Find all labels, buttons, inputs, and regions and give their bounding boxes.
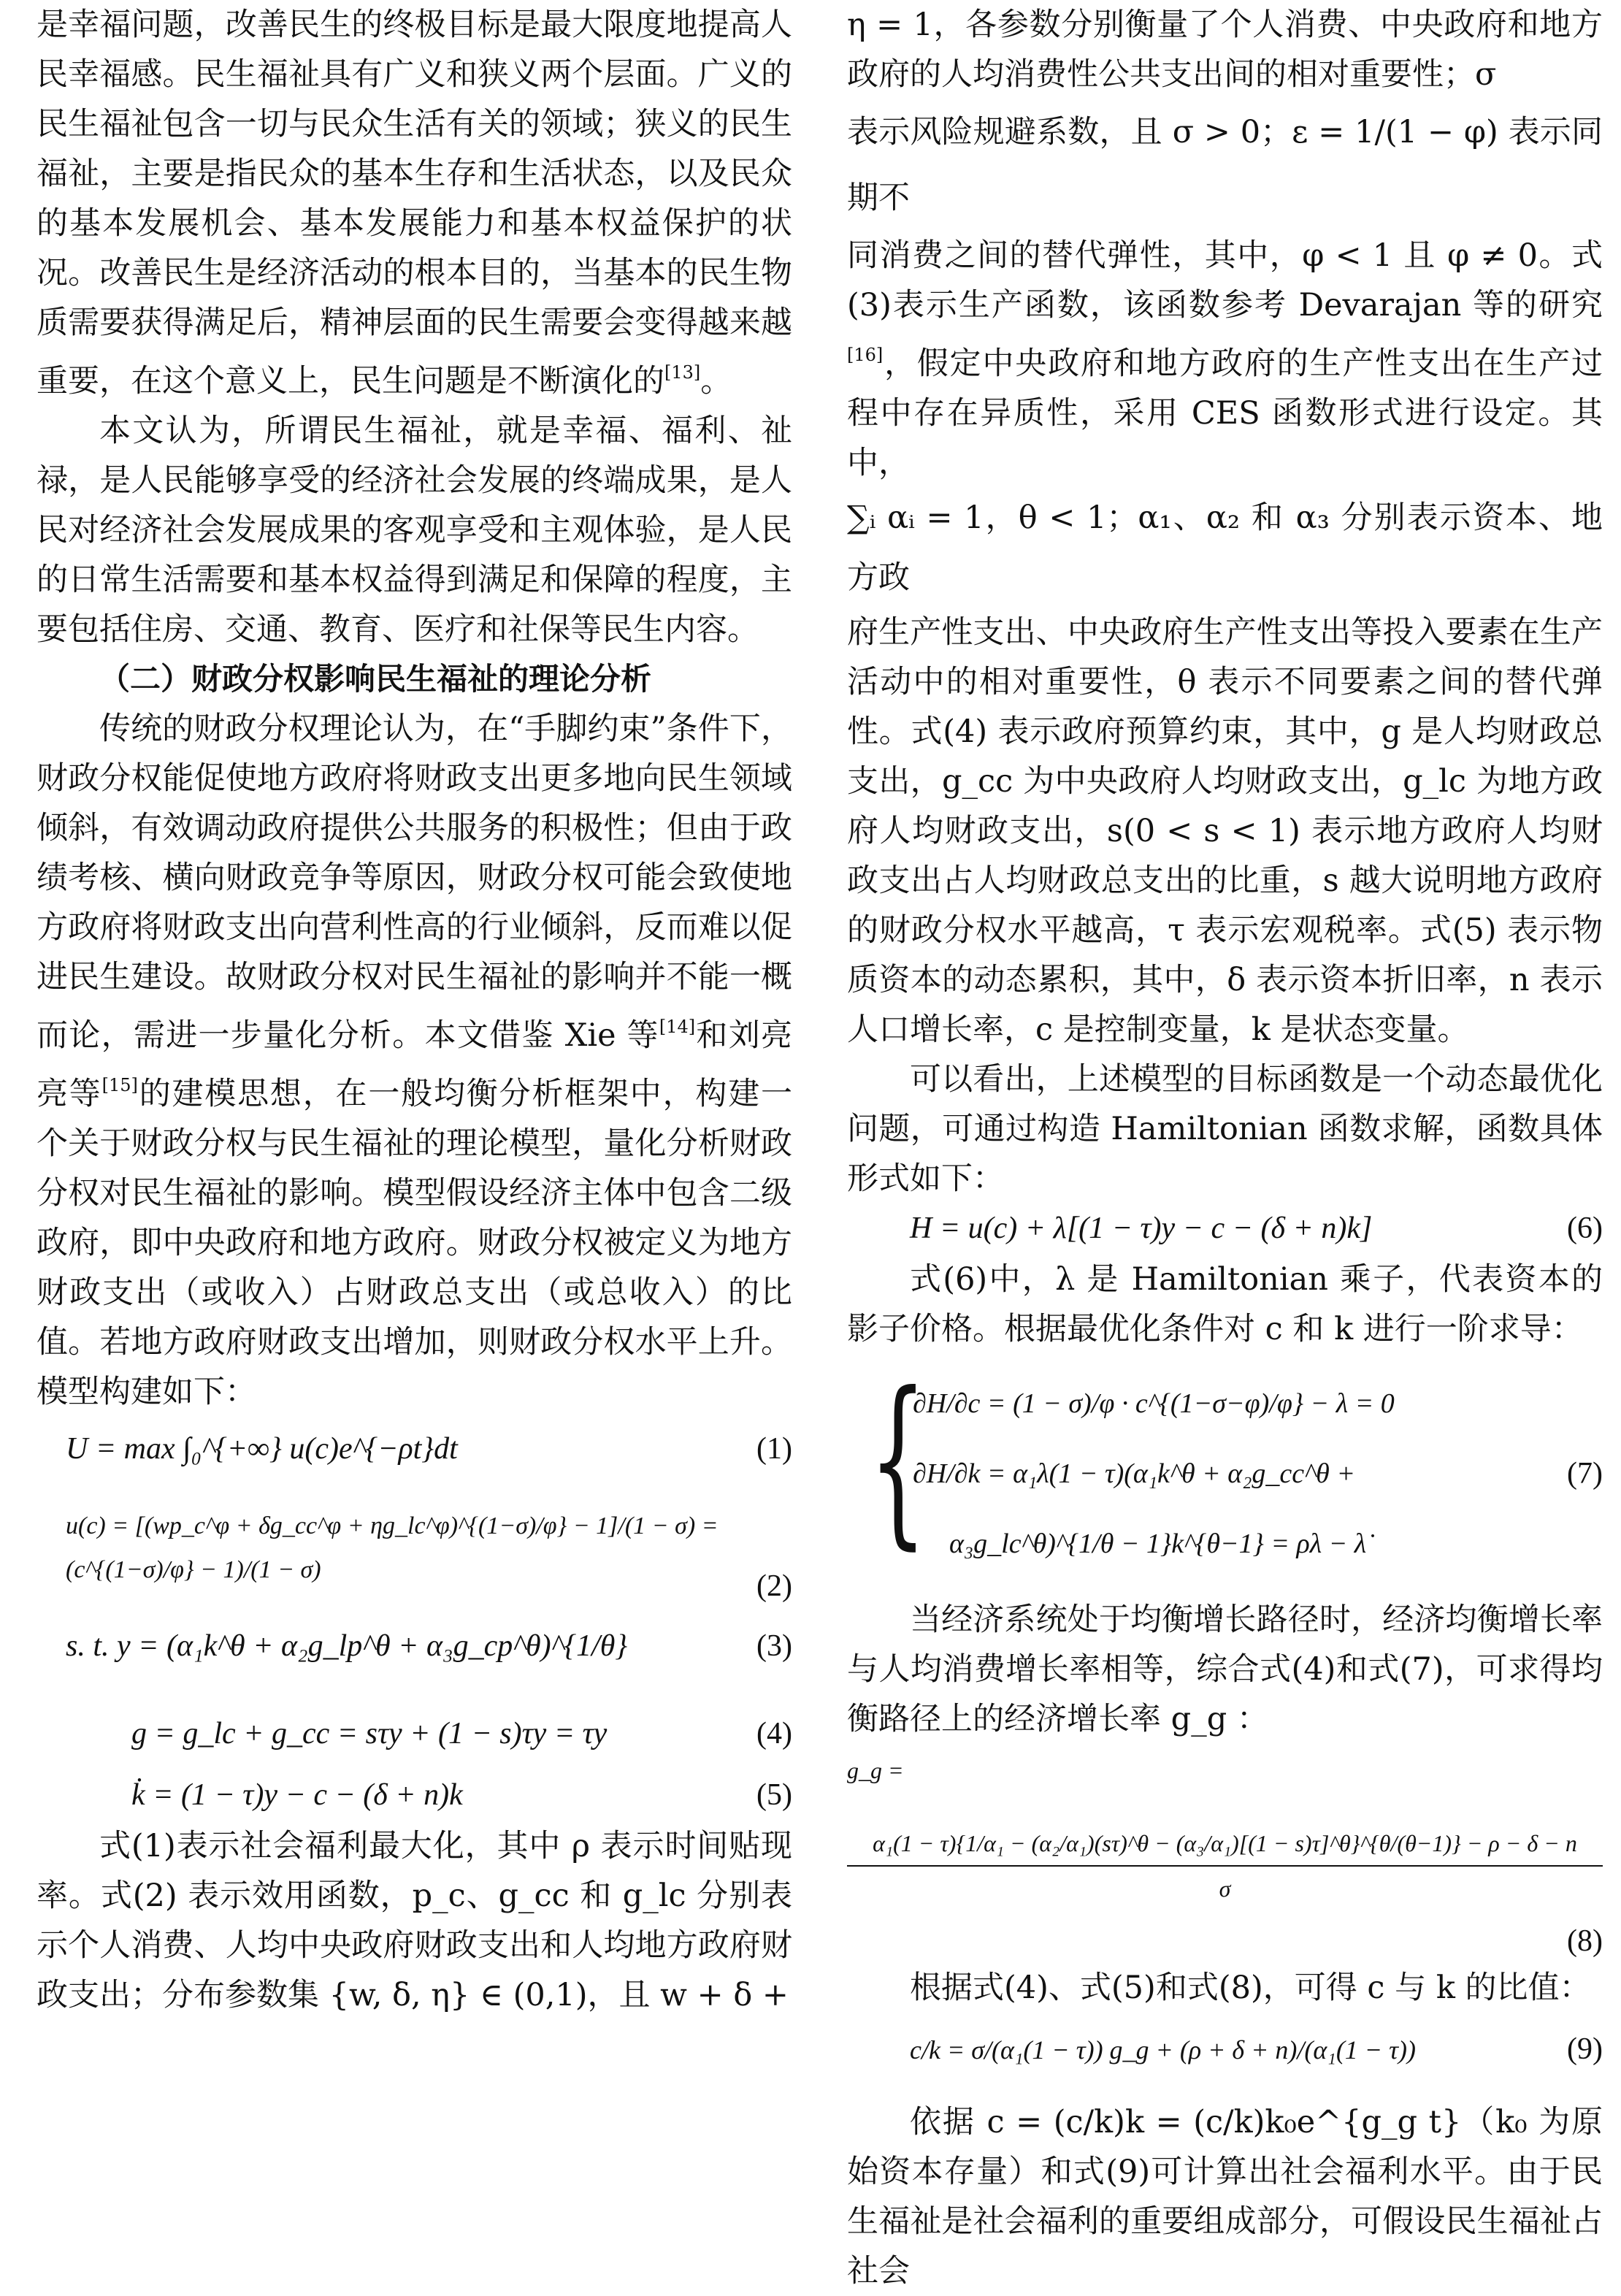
paragraph-6: 可以看出，上述模型的目标函数是一个动态最优化问题，可通过构造 Hamiltonian 函数求解，函数具体形式如下： — [847, 1061, 1603, 1197]
equation-2 — [37, 1497, 792, 1614]
paragraph-5a: η = 1，各参数分别衡量了个人消费、中央政府和地方政府的人均消费性公共支出间的相对重要性；σ — [847, 7, 1603, 93]
right-column — [847, 0, 1603, 2296]
equation-4-body: g = g_lc + g_cc = sτy + (1 − s)τy = τy — [131, 1717, 608, 1750]
citation-15: [15] — [101, 1075, 138, 1095]
paragraph-5c — [847, 231, 1603, 488]
section-heading: （二）财政分权影响民生福祉的理论分析 — [99, 661, 652, 697]
equation-7c: α₃g_lc^θ)^{1/θ − 1}k^{θ−1} = ρλ − λ̇ — [949, 1528, 1367, 1559]
equation-7 — [847, 1354, 1603, 1595]
equation-5-body: k̇ = (1 − τ)y − c − (δ + n)k — [131, 1778, 463, 1812]
equation-3 — [37, 1614, 792, 1702]
equation-7-number: (7) — [1567, 1457, 1603, 1491]
equation-4 — [37, 1702, 792, 1767]
paragraph-3b: 和刘亮亮等 — [37, 1017, 793, 1112]
equation-2-number: (2) — [756, 1569, 792, 1603]
equation-9-number: (9) — [1567, 2032, 1603, 2066]
paragraph-10: 依据 c = (c/k)k = (c/k)k₀e^{g_g t}（k₀ 为原始资本存量）和式(9)可计算出社会福利水平。由于民生福祉是社会福利的重要组成部分，可假设民生福祉占社会 — [847, 2104, 1603, 2289]
equation-7b: ∂H/∂k = α₁λ(1 − τ)(α₁k^θ + α₂g_cc^θ + — [913, 1458, 1355, 1489]
equation-6 — [847, 1204, 1603, 1255]
equation-5-number: (5) — [756, 1778, 792, 1812]
equation-4-number: (4) — [756, 1717, 792, 1750]
paragraph-1-end: 。 — [700, 363, 732, 399]
equation-7-brace: { — [869, 1353, 927, 1566]
paragraph-5d: ，假定中央政府和地方政府的生产性支出在生产过程中存在异质性，采用 CES 函数形式进行设定。其中， — [847, 345, 1603, 481]
equation-1 — [37, 1417, 792, 1497]
equation-3-body: s. t. y = (α₁k^θ + α₂g_lp^θ + α₃g_cp^θ)^{1/θ} — [66, 1629, 628, 1663]
paragraph-9: 根据式(4)、式(5)和式(8)，可得 c 与 k 的比值： — [910, 1970, 1591, 2006]
paragraph-2: 本文认为，所谓民生福祉，就是幸福、福利、祉禄，是人民能够享受的经济社会发展的终端成果，是人民对经济社会发展成果的客观享受和主观体验，是人民的日常生活需要和基本权益得到满足和保障的程度，主要包括住房、交通、教育、医疗和社保等民生内容。 — [37, 413, 792, 648]
equation-3-number: (3) — [756, 1629, 792, 1663]
equation-8-numerator: α₁(1 − τ){1/α₁ − (α₂/α₁)(sτ)^θ − (α₃/α₁)[(1 − s)τ]^θ}^{θ/(θ−1)} − ρ − δ − n — [847, 1821, 1603, 1867]
equation-5 — [37, 1767, 792, 1821]
paragraph-5f: 府生产性支出、中央政府生产性支出等投入要素在生产活动中的相对重要性，θ 表示不同要素之间的替代弹性。式(4) 表示政府预算约束，其中，g 是人均财政总支出，g_cc 为中央政府人均财政支出，g_lc 为地方政府人均财政支出，s(0 < s < 1) 表示地方政府人均财政支出占人均财政总支出的比重，s 越大说明地方政府的财政分权水平越高，τ 表示宏观税率。式(5) 表示物质资本的动态累积，其中，δ 表示资本折旧率，n 表示人口增长率，c 是控制变量，k 是状态变量。 — [847, 614, 1603, 1048]
equation-9-body: c/k = σ/(α₁(1 − τ)) g_g + (ρ + δ + n)/(α₁(1 − τ)) — [910, 2035, 1416, 2065]
paragraph-1 — [37, 0, 792, 406]
equation-6-body: H = u(c) + λ[(1 − τ)y − c − (δ + n)k] — [910, 1212, 1373, 1245]
paragraph-3a: 传统的财政分权理论认为，在“手脚约束”条件下，财政分权能促使地方政府将财政支出更多地向民生领域倾斜，有效调动政府提供公共服务的积极性；但由于政绩考核、横向财政竞争等原因，财政分权可能会致使地方政府将财政支出向营利性高的行业倾斜，反而难以促进民生建设。故财政分权对民生福祉的影响并不能一概而论，需进一步量化分析。本文借鉴 Xie 等 — [37, 711, 792, 1054]
paragraph-3c: 的建模思想，在一般均衡分析框架中，构建一个关于财政分权与民生福祉的理论模型，量化分析财政分权对民生福祉的影响。模型假设经济主体中包含二级政府，即中央政府和地方政府。财政分权被定义为地方财政支出（或收入）占财政总支出（或总收入）的比值。若地方政府财政支出增加，则财政分权水平上升。模型构建如下： — [37, 1076, 793, 1410]
paragraph-5e: ∑ᵢ αᵢ = 1，θ < 1；α₁、α₂ 和 α₃ 分别表示资本、地方政 — [847, 500, 1603, 596]
paragraph-5c-text: 同消费之间的替代弹性，其中，φ < 1 且 φ ≠ 0。式(3)表示生产函数，该函数参考 Devarajan 等的研究 — [847, 237, 1603, 324]
equation-8-number: (8) — [1567, 1924, 1603, 1958]
equation-1-body: U = max ∫₀^{+∞} u(c)e^{−ρt}dt — [66, 1432, 458, 1466]
equation-2-body: u(c) = [(wp_c^φ + δg_cc^φ + ηg_lc^φ)^{(1−σ)/φ} − 1]/(1 − σ) = (c^{(1−σ)/φ} − 1)/(1 − σ) — [66, 1512, 718, 1583]
left-column — [37, 0, 792, 2020]
paragraph-1-text: 是幸福问题，改善民生的终极目标是最大限度地提高人民幸福感。民生福祉具有广义和狭义两个层面。广义的民生福祉包含一切与民众生活有关的领域；狭义的民生福祉，主要是指民众的基本生存和生活状态，以及民众的基本发展机会、基本发展能力和基本权益保护的状况。改善民生是经济活动的根本目的，当基本的民生物质需要获得满足后，精神层面的民生需要会变得越来越重要，在这个意义上，民生问题是不断演化的 — [37, 7, 792, 399]
equation-6-number: (6) — [1567, 1212, 1603, 1245]
paragraph-7: 式(6)中，λ 是 Hamiltonian 乘子，代表资本的影子价格。根据最优化条件对 c 和 k 进行一阶求导： — [847, 1261, 1603, 1347]
citation-16: [16] — [847, 345, 884, 365]
paragraph-8: 当经济系统处于均衡增长路径时，经济均衡增长率与人均消费增长率相等，综合式(4)和式(7)，可求得均衡路径上的经济增长率 g_g ： — [847, 1602, 1603, 1737]
equation-9 — [847, 2013, 1603, 2097]
equation-8-lhs: g_g = — [847, 1757, 904, 1783]
citation-14: [14] — [659, 1017, 696, 1037]
paragraph-3 — [37, 704, 792, 1417]
equation-8-denominator: σ — [1219, 1875, 1231, 1902]
paragraph-5b: 表示风险规避系数，且 σ > 0；ε = 1/(1 − φ) 表示同期不 — [847, 114, 1603, 216]
equation-8 — [847, 1744, 1603, 1963]
equation-1-number: (1) — [756, 1432, 792, 1466]
paragraph-4: 式(1)表示社会福利最大化，其中 ρ 表示时间贴现率。式(2) 表示效用函数，p_c、g_cc 和 g_lc 分别表示个人消费、人均中央政府财政支出和人均地方政府财政支出；分布参数集 {w, δ, η} ∈ (0,1)，且 w + δ + — [37, 1828, 792, 2013]
citation-13: [13] — [664, 362, 701, 383]
equation-7a: ∂H/∂c = (1 − σ)/φ · c^{(1−σ−φ)/φ} − λ = 0 — [913, 1388, 1395, 1419]
